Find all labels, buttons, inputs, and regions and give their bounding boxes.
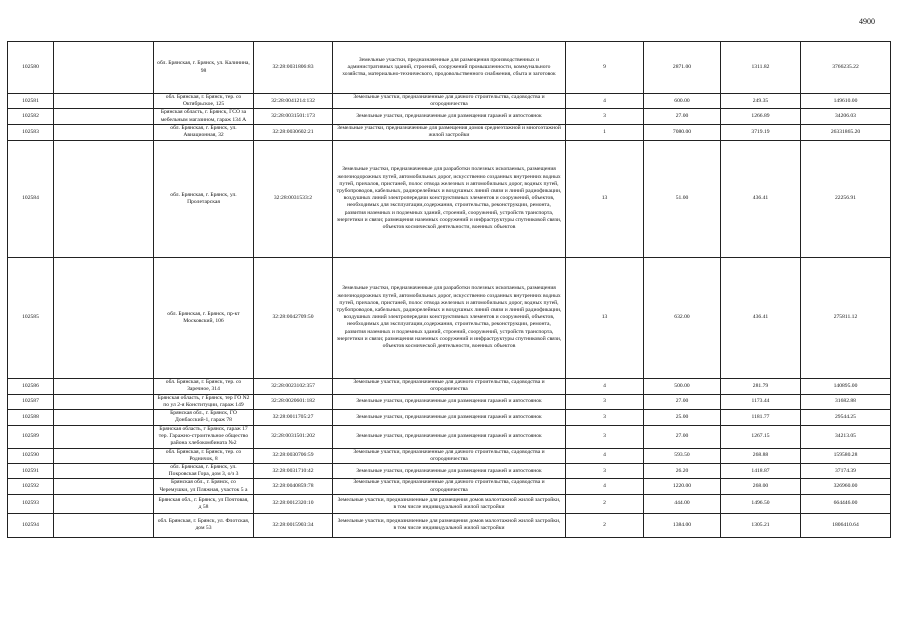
cadastral-value-cell: 326960.00 — [801, 479, 891, 494]
parcel-id-cell: 102594 — [8, 513, 54, 537]
group-number-cell: 4 — [566, 378, 644, 394]
area-cell: 51.00 — [644, 140, 721, 257]
specific-value-cell: 281.79 — [721, 378, 801, 394]
group-number-cell: 13 — [566, 257, 644, 378]
parcel-id-cell: 102583 — [8, 124, 54, 140]
specific-value-cell: 436.41 — [721, 140, 801, 257]
address-cell: Брянская область, г Брянск, гараж 17 тер. Гаражно-строительное общество района хлебокомбината №2 — [154, 425, 254, 448]
land-purpose-cell: Земельные участки, предназначенные для размещения гаражей и автостоянок — [333, 425, 566, 448]
area-cell: 27.00 — [644, 109, 721, 124]
area-cell: 7080.00 — [644, 124, 721, 140]
cadastral-number-cell: 32:28:0042709:50 — [254, 257, 333, 378]
parcel-id-cell: 102581 — [8, 94, 54, 109]
specific-value-cell: 1311.82 — [721, 42, 801, 94]
land-purpose-cell: Земельные участки, предназначенные для дачного строительства, садоводства и огородничества — [333, 479, 566, 494]
cadastral-value-cell: 275811.12 — [801, 257, 891, 378]
parcel-id-cell: 102592 — [8, 479, 54, 494]
cadastral-value-cell: 26331865.20 — [801, 124, 891, 140]
cadastral-value-cell: 34206.03 — [801, 109, 891, 124]
cadastral-number-cell: 32:28:0031533:2 — [254, 140, 333, 257]
area-cell: 444.00 — [644, 494, 721, 513]
address-cell: обл. Брянская, г. Брянск, тер. со Октябрьское, 125 — [154, 94, 254, 109]
table-row — [8, 464, 891, 479]
land-purpose-cell: Земельные участки, предназначенные для разработки полезных ископаемых, размещения железнодорожных путей, автомобильных дорог, искусственно созданных внутренних водных путей, причалов, пристаней, полос отвода железных и автомобильных дорог, водных путей, трубопроводов, кабельных, радиорелейных и воздушных линий связи и линий радиофикации, воздушных линий электропередачи конструктивных элементов и сооружений, объектов, необходимых для эксплуатации,содержания, строительства, реконструкции, ремонта, развития наземных и подземных зданий, строений, сооружений, устройств транспорта, энергетики и связи; размещения наземных сооружений и инфраструктуры спутниковой связи, объектов космической деятельности, военных объектов — [333, 140, 566, 257]
table-row — [8, 140, 891, 257]
group-number-cell: 3 — [566, 425, 644, 448]
specific-value-cell: 249.35 — [721, 94, 801, 109]
address-cell: обл. Брянская, г. Брянск, ул. Флотская, дом 53 — [154, 513, 254, 537]
cadastral-number-cell: 32:28:0031501:202 — [254, 425, 333, 448]
parcel-id-cell: 102593 — [8, 494, 54, 513]
specific-value-cell: 1266.89 — [721, 109, 801, 124]
cadastral-value-cell: 664446.00 — [801, 494, 891, 513]
area-cell: 1220.00 — [644, 479, 721, 494]
specific-value-cell: 436.41 — [721, 257, 801, 378]
empty-cell — [54, 494, 154, 513]
area-cell: 2871.00 — [644, 42, 721, 94]
specific-value-cell: 3719.19 — [721, 124, 801, 140]
specific-value-cell: 1418.87 — [721, 464, 801, 479]
cadastral-number-cell: 32:28:0030602:21 — [254, 124, 333, 140]
area-cell: 600.00 — [644, 94, 721, 109]
parcel-id-cell: 102588 — [8, 410, 54, 425]
empty-cell — [54, 464, 154, 479]
table-row — [8, 394, 891, 409]
area-cell: 27.00 — [644, 425, 721, 448]
group-number-cell: 2 — [566, 494, 644, 513]
empty-cell — [54, 94, 154, 109]
cadastral-value-table — [7, 41, 891, 538]
area-cell: 27.00 — [644, 394, 721, 409]
land-purpose-cell: Земельные участки, предназначенные для размещения гаражей и автостоянок — [333, 410, 566, 425]
area-cell: 500.00 — [644, 378, 721, 394]
cadastral-value-cell: 22256.91 — [801, 140, 891, 257]
empty-cell — [54, 410, 154, 425]
parcel-id-cell: 102584 — [8, 140, 54, 257]
cadastral-number-cell: 32:28:0023102:357 — [254, 378, 333, 394]
address-cell: Брянская область, г. Брянск, ГСО за мебельным магазином, гараж 134 А — [154, 109, 254, 124]
table-row — [8, 479, 891, 494]
cadastral-number-cell: 32:28:0031710:42 — [254, 464, 333, 479]
land-purpose-cell: Земельные участки, предназначенные для размещения гаражей и автостоянок — [333, 394, 566, 409]
area-cell: 26.20 — [644, 464, 721, 479]
land-purpose-cell: Земельные участки, предназначенные для дачного строительства, садоводства и огородничества — [333, 448, 566, 463]
cadastral-value-cell: 37174.39 — [801, 464, 891, 479]
parcel-id-cell: 102585 — [8, 257, 54, 378]
cadastral-number-cell: 32:28:0011705:27 — [254, 410, 333, 425]
table-row — [8, 257, 891, 378]
cadastral-number-cell: 32:28:0031501:173 — [254, 109, 333, 124]
specific-value-cell: 1181.77 — [721, 410, 801, 425]
cadastral-value-cell: 1806410.64 — [801, 513, 891, 537]
empty-cell — [54, 109, 154, 124]
parcel-id-cell: 102590 — [8, 448, 54, 463]
table-row — [8, 94, 891, 109]
land-purpose-cell: Земельные участки, предназначенные для дачного строительства, садоводства и огородничества — [333, 378, 566, 394]
land-purpose-cell: Земельные участки, предназначенные для размещения домов малоэтажной жилой застройки, в том числе индивидуальной жилой застройки — [333, 494, 566, 513]
address-cell: обл. Брянская, г. Брянск, тер. со Заречное, 314 — [154, 378, 254, 394]
cadastral-value-cell: 3766235.22 — [801, 42, 891, 94]
specific-value-cell: 268.88 — [721, 448, 801, 463]
address-cell: Брянская область, г Брянск, тер ГО N2 по ул 2-я Конституции, гараж 149 — [154, 394, 254, 409]
specific-value-cell: 1267.15 — [721, 425, 801, 448]
cadastral-number-cell: 32:28:0031806:83 — [254, 42, 333, 94]
address-cell: Брянская обл., г. Брянск, ГО Донбасский-1, гараж 78 — [154, 410, 254, 425]
address-cell: обл. Брянская, г. Брянск, пр-кт Московский, 106 — [154, 257, 254, 378]
land-purpose-cell: Земельные участки, предназначенные для дачного строительства, садоводства и огородничества — [333, 94, 566, 109]
cadastral-value-cell: 159580.28 — [801, 448, 891, 463]
parcel-id-cell: 102586 — [8, 378, 54, 394]
address-cell: обл. Брянская, г. Брянск, тер. со Родничок, 8 — [154, 448, 254, 463]
area-cell: 1384.00 — [644, 513, 721, 537]
address-cell: обл. Брянская, г. Брянск, ул. Пролетарская — [154, 140, 254, 257]
cadastral-value-cell: 140895.00 — [801, 378, 891, 394]
land-purpose-cell: Земельные участки, предназначенные для размещения гаражей и автостоянок — [333, 109, 566, 124]
cadastral-number-cell: 32:28:0041214:132 — [254, 94, 333, 109]
empty-cell — [54, 394, 154, 409]
cadastral-value-cell: 31682.88 — [801, 394, 891, 409]
group-number-cell: 4 — [566, 94, 644, 109]
table-row — [8, 410, 891, 425]
cadastral-value-cell: 29544.25 — [801, 410, 891, 425]
land-purpose-cell: Земельные участки, предназначенные для размещения домов среднеэтажной и многоэтажной жилой застройки — [333, 124, 566, 140]
land-purpose-cell: Земельные участки, предназначенные для размещения производственных и административных зданий, строений, сооружений промышленности, коммунального хозяйства, материально-технического, продовольственного снабжения, сбыта и заготовок — [333, 42, 566, 94]
group-number-cell: 4 — [566, 448, 644, 463]
group-number-cell: 9 — [566, 42, 644, 94]
group-number-cell: 2 — [566, 513, 644, 537]
empty-cell — [54, 257, 154, 378]
empty-cell — [54, 448, 154, 463]
group-number-cell: 3 — [566, 109, 644, 124]
parcel-id-cell: 102582 — [8, 109, 54, 124]
specific-value-cell: 1305.21 — [721, 513, 801, 537]
parcel-id-cell: 102589 — [8, 425, 54, 448]
address-cell: обл. Брянская, г. Брянск, ул. Калинина, 98 — [154, 42, 254, 94]
address-cell: обл. Брянская, г. Брянск, ул. Авиационная, 32 — [154, 124, 254, 140]
empty-cell — [54, 42, 154, 94]
address-cell: обл. Брянская, г. Брянск, ул. Покровская Гора, дом 3, о/з 3 — [154, 464, 254, 479]
area-cell: 632.00 — [644, 257, 721, 378]
parcel-id-cell: 102591 — [8, 464, 54, 479]
group-number-cell: 3 — [566, 394, 644, 409]
group-number-cell: 4 — [566, 479, 644, 494]
empty-cell — [54, 479, 154, 494]
cadastral-value-cell: 34213.05 — [801, 425, 891, 448]
cadastral-number-cell: 32:28:0040859:78 — [254, 479, 333, 494]
table-row — [8, 378, 891, 394]
area-cell: 593.50 — [644, 448, 721, 463]
parcel-id-cell: 102587 — [8, 394, 54, 409]
table-row — [8, 42, 891, 94]
empty-cell — [54, 378, 154, 394]
group-number-cell: 3 — [566, 464, 644, 479]
group-number-cell: 13 — [566, 140, 644, 257]
table-row — [8, 425, 891, 448]
empty-cell — [54, 124, 154, 140]
table-row — [8, 109, 891, 124]
parcel-id-cell: 102580 — [8, 42, 54, 94]
address-cell: Брянская обл., г. Брянск, со Черемушки, ул Пляжная, участок 5 а — [154, 479, 254, 494]
empty-cell — [54, 513, 154, 537]
group-number-cell: 1 — [566, 124, 644, 140]
area-cell: 25.00 — [644, 410, 721, 425]
cadastral-value-cell: 149610.00 — [801, 94, 891, 109]
cadastral-number-cell: 32:28:0012320:10 — [254, 494, 333, 513]
page-number: 4900 — [859, 17, 875, 26]
specific-value-cell: 1173.44 — [721, 394, 801, 409]
cadastral-number-cell: 32:28:0015903:34 — [254, 513, 333, 537]
table-row — [8, 513, 891, 537]
group-number-cell: 3 — [566, 410, 644, 425]
specific-value-cell: 268.00 — [721, 479, 801, 494]
cadastral-number-cell: 32:28:0030706:59 — [254, 448, 333, 463]
empty-cell — [54, 140, 154, 257]
table-row — [8, 124, 891, 140]
specific-value-cell: 1496.50 — [721, 494, 801, 513]
land-purpose-cell: Земельные участки, предназначенные для размещения домов малоэтажной жилой застройки, в том числе индивидуальной жилой застройки — [333, 513, 566, 537]
address-cell: Брянская обл., г. Брянск, ул Почтовая, д 58 — [154, 494, 254, 513]
land-purpose-cell: Земельные участки, предназначенные для разработки полезных ископаемых, размещения железнодорожных путей, автомобильных дорог, искусственно созданных внутренних водных путей, причалов, пристаней, полос отвода железных и автомобильных дорог, водных путей, трубопроводов, кабельных, радиорелейных и воздушных линий связи и линий радиофикации, воздушных линий электропередачи конструктивных элементов и сооружений, объектов, необходимых для эксплуатации,содержания, строительства, реконструкции, ремонта, развития наземных и подземных зданий, строений, сооружений, устройств транспорта, энергетики и связи; размещения наземных сооружений и инфраструктуры спутниковой связи, объектов космической деятельности, военных объектов — [333, 257, 566, 378]
table-row — [8, 448, 891, 463]
cadastral-number-cell: 32:28:0020601:182 — [254, 394, 333, 409]
table-row — [8, 494, 891, 513]
empty-cell — [54, 425, 154, 448]
land-purpose-cell: Земельные участки, предназначенные для размещения гаражей и автостоянок — [333, 464, 566, 479]
